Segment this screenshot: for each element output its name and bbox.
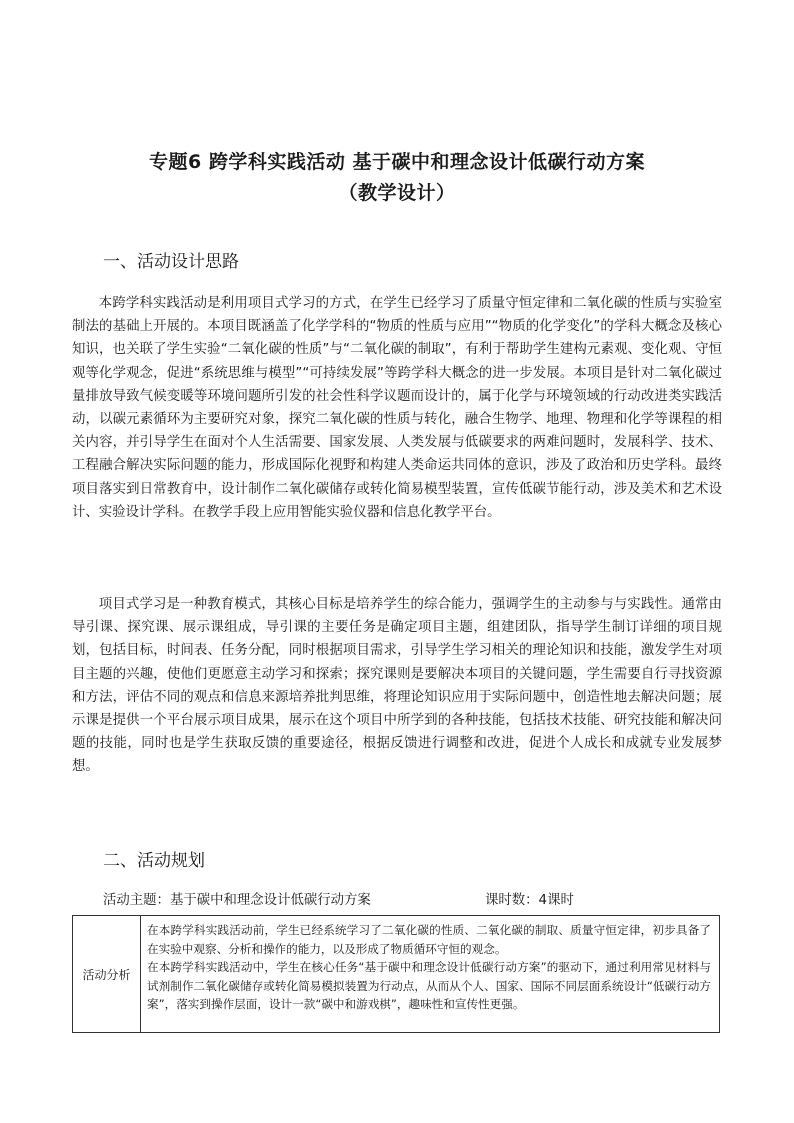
class-hours: 课时数：4课时 xyxy=(485,893,574,908)
table-label-cell: 活动分析 xyxy=(73,916,141,1032)
document-subtitle: （教学设计） xyxy=(338,182,456,204)
activity-analysis-table xyxy=(72,915,720,1033)
section1-paragraph-2: 项目式学习是一种教育模式，其核心目标是培养学生的综合能力，强调学生的主动参与与实践性。通常由导引课、探究课、展示课组成，导引课的主要任务是确定项目主题，组建团队，指导学生制订详细的项目规划，包括目标，时间表、任务分配，同时根据项目需求，引导学生学习相关的理论知识和技能，激发学生对项目主题的兴趣，使他们更愿意主动学习和探索；探究课则是要解决本项目的关键问题，学生需要自行寻找资源和方法，评估不同的观点和信息来源培养批判思维，将理论知识应用于实际问题中，创造性地去解决问题；展示课是提供一个平台展示项目成果，展示在这个项目中所学到的各种技能，包括技术技能、研究技能和解决问题的技能，同时也是学生获取反馈的重要途径，根据反馈进行调整和改进，促进个人成长和成就专业发展梦想。 xyxy=(72,597,722,775)
table-content-cell xyxy=(141,916,719,1032)
document-title: 专题6 跨学科实践活动 基于碳中和理念设计低碳行动方案 xyxy=(149,151,645,173)
section1-paragraph-1: 本跨学科实践活动是利用项目式学习的方式，在学生已经学习了质量守恒定律和二氧化碳的性质与实验室制法的基础上开展的。本项目既涵盖了化学学科的“物质的性质与应用”“物质的化学变化”的学科大概念及核心知识，也关联了学生实验“二氧化碳的性质”与“二氧化碳的制取”，有利于帮助学生建构元素观、变化观、守恒观等化学观念，促进“系统思维与模型”“可持续发展”等跨学科大概念的进一步发展。本项目是针对二氧化碳过量排放导致气候变暖等环境问题所引发的社会性科学议题而设计的，属于化学与环境领域的行动改进类实践活动，以碳元素循环为主要研究对象，探究二氧化碳的性质与转化，融合生物学、地理、物理和化学等课程的相关内容，并引导学生在面对个人生活需要、国家发展、人类发展与低碳要求的两难问题时，发展科学、技术、工程融合解决实际问题的能力，形成国际化视野和构建人类命运共同体的意识，涉及了政治和历史学科。最终项目落实到日常教育中，设计制作二氧化碳储存或转化简易模型装置，宣传低碳节能行动，涉及美术和艺术设计、实验设计学科。在教学手段上应用智能实验仪器和信息化教学平台。 xyxy=(72,296,722,520)
activity-theme: 活动主题：基于碳中和理念设计低碳行动方案 xyxy=(103,893,371,908)
table-row: 在本跨学科实践活动中，学生在核心任务“基于碳中和理念设计低碳行动方案”的驱动下，通过利用常见材料与试剂制作二氧化碳储存或转化简易模拟装置为行动点，从而从个人、国家、国际不同层面系统设计“低碳行动方案”，落实到操作层面，设计一款“碳中和游戏棋”，趣味性和宣传性更强。 xyxy=(147,960,711,1012)
section1-heading: 一、活动设计思路 xyxy=(103,252,239,272)
section2-heading: 二、活动规划 xyxy=(103,851,205,871)
table-row: 在本跨学科实践活动前，学生已经系统学习了二氧化碳的性质、二氧化碳的制取、质量守恒定律，初步具备了在实验中观察、分析和操作的能力，以及形成了物质循环守恒的观念。 xyxy=(147,923,711,956)
